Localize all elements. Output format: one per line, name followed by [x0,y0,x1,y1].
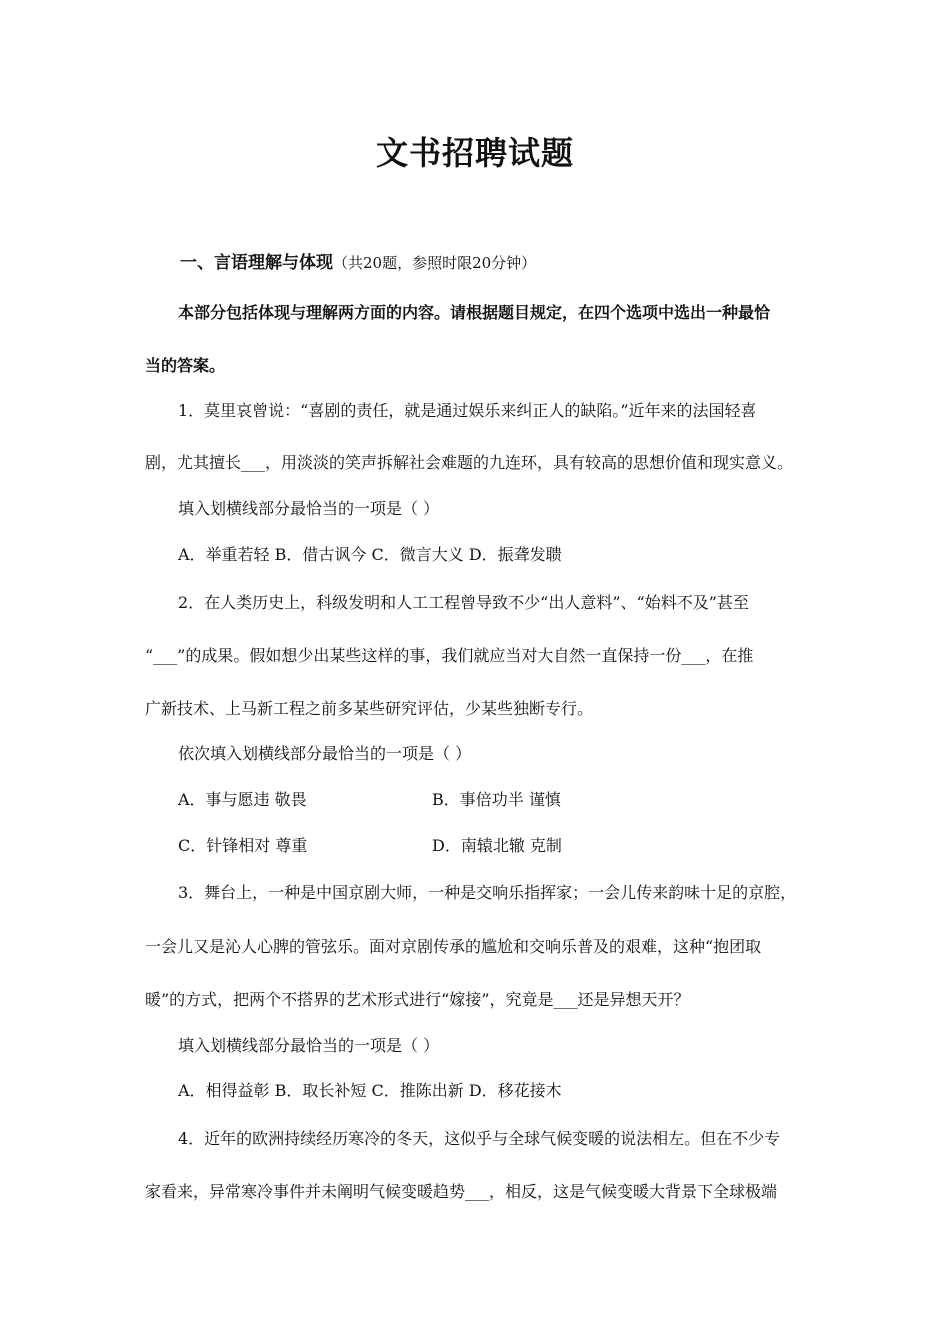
q3-line-2: 一会儿又是沁人心脾的管弦乐。面对京剧传承的尴尬和交响乐普及的艰难，这种“抱团取 [145,937,762,956]
section-heading-note: （共20题，参照时限20分钟） [333,254,537,272]
section-heading-text: 一、言语理解与体现 [180,253,333,273]
q2-line-3: 广新技术、上马新工程之前多某些研究评估，少某些独断专行。 [145,699,594,718]
q2-line-1: 2．在人类历史上，科级发明和人工工程曾导致不少“出人意料”、“始料不及”甚至 [178,593,749,612]
intro-line-1: 本部分包括体现与理解两方面的内容。请根据题目规定，在四个选项中选出一种最恰 [178,303,771,322]
q3-line-1: 3．舞台上，一种是中国京剧大师，一种是交响乐指挥家；一会儿传来韵味十足的京腔， [178,883,797,902]
q2-option-a: A．事与愿违 敬畏 [178,790,307,809]
q2-options-row-1 [178,789,778,811]
q1-line-2: 剧，尤其擅长___，用淡淡的笑声拆解社会难题的九连环，具有较高的思想价值和现实意义。 [145,453,794,472]
q2-prompt: 依次填入划横线部分最恰当的一项是（ ） [178,744,472,763]
q2-option-c: C．针锋相对 尊重 [178,836,308,855]
q3-prompt: 填入划横线部分最恰当的一项是（ ） [178,1036,440,1055]
q1-prompt: 填入划横线部分最恰当的一项是（ ） [178,499,440,518]
q4-line-1: 4．近年的欧洲持续经历寒冷的冬天，这似乎与全球气候变暖的说法相左。但在不少专 [178,1129,781,1148]
q1-line-1: 1．莫里哀曾说：“喜剧的责任，就是通过娱乐来纠正人的缺陷。”近年来的法国轻喜 [178,401,757,420]
document-title: 文书招聘试题 [375,134,574,172]
q2-option-d: D．南辕北辙 克制 [432,836,562,855]
section-heading [180,252,536,274]
intro-line-2: 当的答案。 [145,356,226,375]
q2-line-2: “___”的成果。假如想少出某些这样的事，我们就应当对大自然一直保持一份___，在推 [145,646,754,665]
q1-options: A．举重若轻 B．借古讽今 C．微言大义 D．振聋发聩 [178,545,562,564]
q3-line-3: 暖”的方式，把两个不搭界的艺术形式进行“嫁接”，究竟是___还是异想天开？ [145,990,690,1009]
q2-options-row-2 [178,835,778,857]
q4-line-2: 家看来，异常寒冷事件并未阐明气候变暖趋势___，相反，这是气候变暖大背景下全球极端 [145,1182,778,1201]
q3-options: A．相得益彰 B．取长补短 C．推陈出新 D．移花接木 [178,1081,562,1100]
q2-option-b: B．事倍功半 谨慎 [432,790,561,809]
